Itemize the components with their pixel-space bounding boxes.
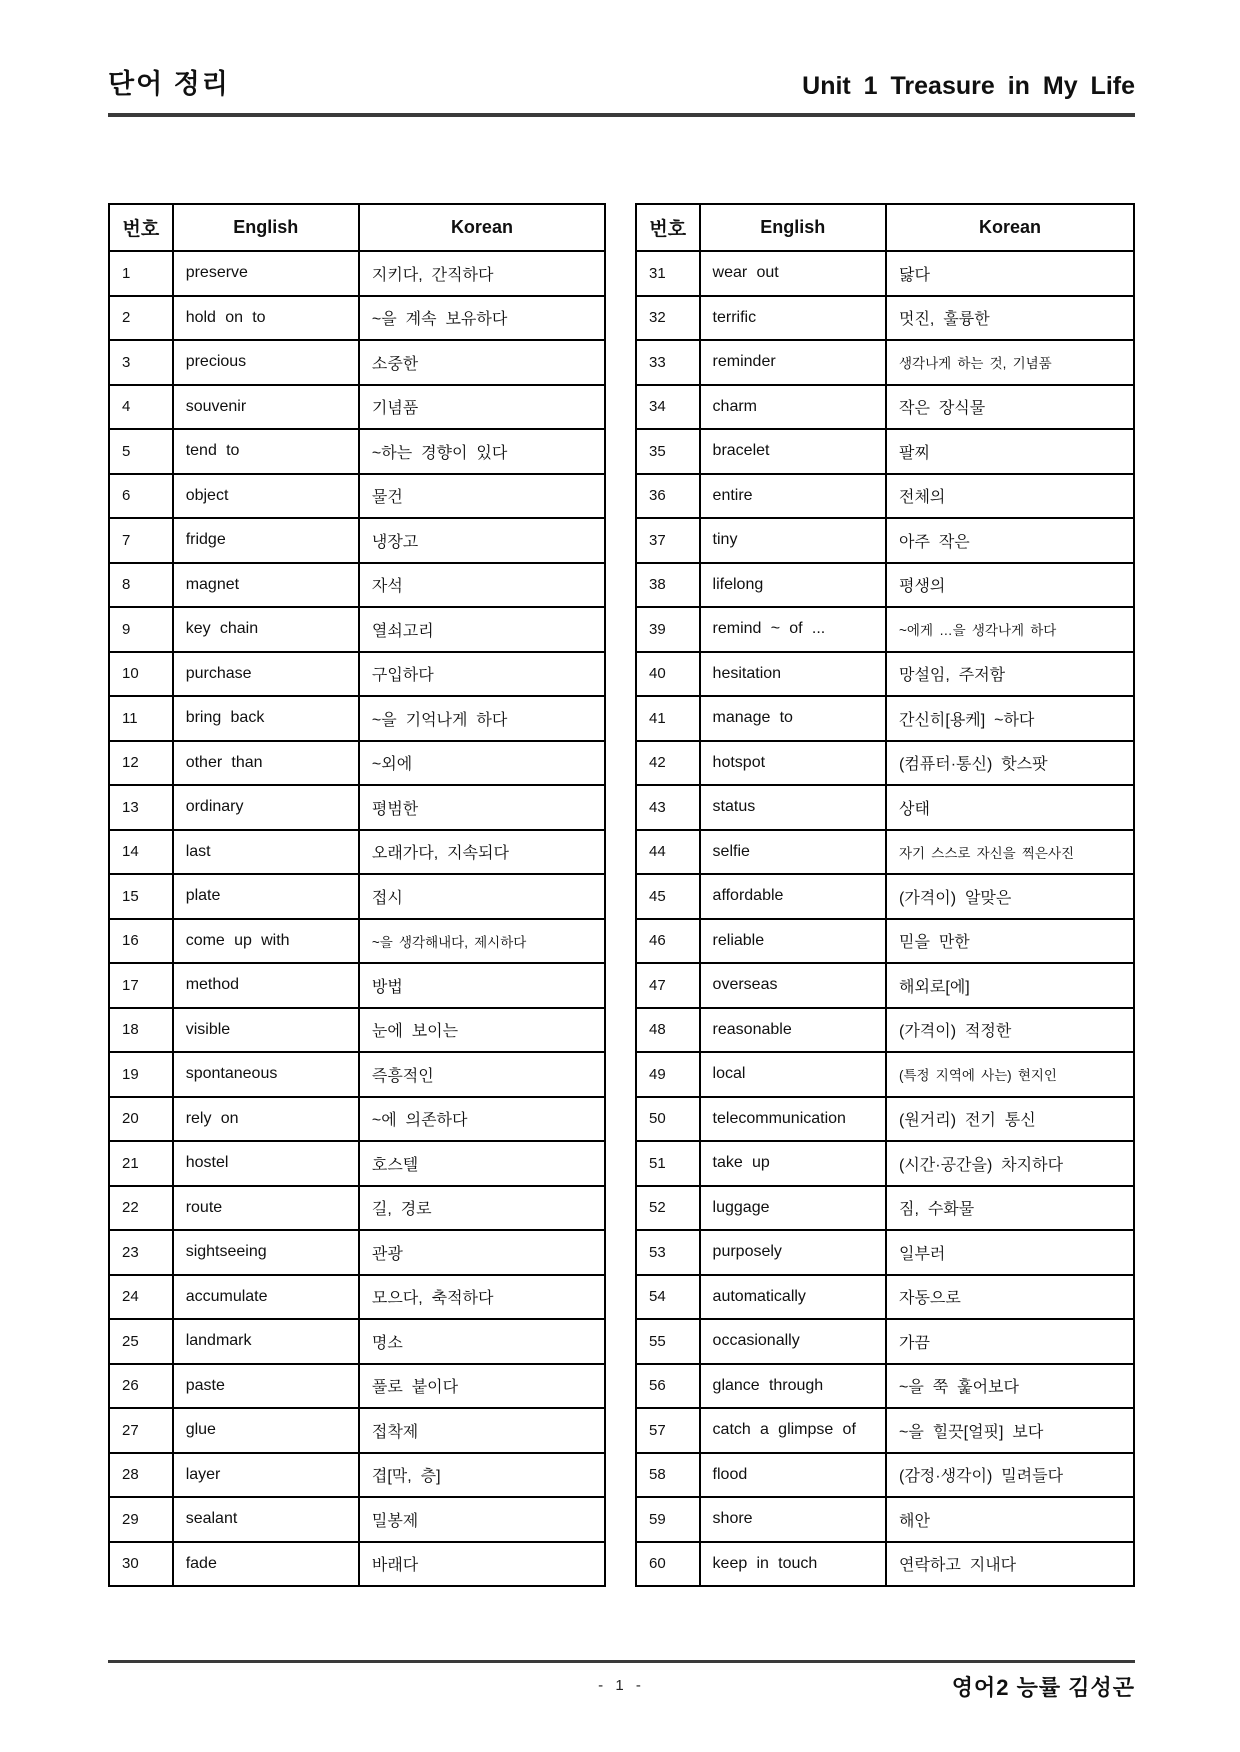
cell-number: 39: [636, 607, 700, 652]
cell-korean: 평생의: [886, 563, 1134, 608]
table-row: [109, 385, 605, 430]
table-row: [109, 652, 605, 697]
cell-korean: 멋진, 훌륭한: [886, 296, 1134, 341]
table-row: [109, 1319, 605, 1364]
table-row: [109, 1186, 605, 1231]
table-row: [636, 1097, 1134, 1142]
cell-english: manage to: [700, 696, 886, 741]
cell-number: 2: [109, 296, 173, 341]
cell-english: last: [173, 830, 359, 875]
cell-english: lifelong: [700, 563, 886, 608]
cell-korean: ~을 기억나게 하다: [359, 696, 605, 741]
table-row: [636, 1542, 1134, 1587]
cell-number: 4: [109, 385, 173, 430]
table-row: [636, 340, 1134, 385]
cell-number: 1: [109, 251, 173, 296]
cell-korean: (컴퓨터·통신) 핫스팟: [886, 741, 1134, 786]
table-row: [636, 429, 1134, 474]
vocab-tables-container: [108, 203, 1135, 1587]
table-row: [109, 429, 605, 474]
cell-number: 48: [636, 1008, 700, 1053]
table-row: [109, 518, 605, 563]
table-row: [636, 785, 1134, 830]
cell-korean: 일부러: [886, 1230, 1134, 1275]
cell-korean: 즉흥적인: [359, 1052, 605, 1097]
cell-english: affordable: [700, 874, 886, 919]
cell-korean: 구입하다: [359, 652, 605, 697]
cell-korean: 풀로 붙이다: [359, 1364, 605, 1409]
cell-korean: 소중한: [359, 340, 605, 385]
cell-korean: 생각나게 하는 것, 기념품: [886, 340, 1134, 385]
cell-number: 7: [109, 518, 173, 563]
cell-korean: 해안: [886, 1497, 1134, 1542]
table-row: [636, 1453, 1134, 1498]
cell-korean: 길, 경로: [359, 1186, 605, 1231]
cell-english: ordinary: [173, 785, 359, 830]
cell-number: 60: [636, 1542, 700, 1587]
cell-number: 40: [636, 652, 700, 697]
cell-korean: 아주 작은: [886, 518, 1134, 563]
cell-korean: 망설임, 주저함: [886, 652, 1134, 697]
cell-number: 5: [109, 429, 173, 474]
cell-number: 50: [636, 1097, 700, 1142]
table-row: [109, 296, 605, 341]
table-row: [636, 518, 1134, 563]
cell-number: 17: [109, 963, 173, 1008]
cell-korean: 해외로[에]: [886, 963, 1134, 1008]
cell-korean: 상태: [886, 785, 1134, 830]
cell-number: 12: [109, 741, 173, 786]
cell-korean: 열쇠고리: [359, 607, 605, 652]
cell-english: tend to: [173, 429, 359, 474]
table-row: [109, 340, 605, 385]
cell-korean: 관광: [359, 1230, 605, 1275]
cell-english: reasonable: [700, 1008, 886, 1053]
cell-english: reliable: [700, 919, 886, 964]
cell-number: 13: [109, 785, 173, 830]
cell-english: sightseeing: [173, 1230, 359, 1275]
table-body-right: [636, 251, 1134, 1586]
cell-english: hold on to: [173, 296, 359, 341]
cell-number: 44: [636, 830, 700, 875]
cell-number: 27: [109, 1408, 173, 1453]
table-row: [636, 1364, 1134, 1409]
cell-number: 42: [636, 741, 700, 786]
cell-english: preserve: [173, 251, 359, 296]
cell-korean: 전체의: [886, 474, 1134, 519]
col-header-korean: Korean: [886, 204, 1134, 251]
cell-korean: ~외에: [359, 741, 605, 786]
vocab-table-right: [635, 203, 1135, 1587]
table-row: [109, 251, 605, 296]
cell-number: 30: [109, 1542, 173, 1587]
cell-number: 9: [109, 607, 173, 652]
table-row: [109, 874, 605, 919]
cell-english: shore: [700, 1497, 886, 1542]
cell-english: glue: [173, 1408, 359, 1453]
cell-number: 28: [109, 1453, 173, 1498]
table-row: [109, 1141, 605, 1186]
cell-number: 33: [636, 340, 700, 385]
cell-number: 23: [109, 1230, 173, 1275]
cell-english: bring back: [173, 696, 359, 741]
cell-english: other than: [173, 741, 359, 786]
cell-english: precious: [173, 340, 359, 385]
cell-english: remind ~ of ...: [700, 607, 886, 652]
table-row: [109, 1275, 605, 1320]
table-row: [109, 696, 605, 741]
cell-number: 46: [636, 919, 700, 964]
cell-korean: 연락하고 지내다: [886, 1542, 1134, 1587]
footer-credit: 영어2 능률 김성곤: [951, 1675, 1135, 1700]
cell-korean: ~을 생각해내다, 제시하다: [359, 919, 605, 964]
cell-english: reminder: [700, 340, 886, 385]
table-row: [636, 607, 1134, 652]
cell-english: status: [700, 785, 886, 830]
cell-english: visible: [173, 1008, 359, 1053]
table-row: [636, 474, 1134, 519]
cell-korean: 팔찌: [886, 429, 1134, 474]
cell-english: take up: [700, 1141, 886, 1186]
table-row: [636, 296, 1134, 341]
table-row: [636, 874, 1134, 919]
table-row: [636, 1141, 1134, 1186]
cell-number: 22: [109, 1186, 173, 1231]
table-row: [636, 1275, 1134, 1320]
cell-korean: 물건: [359, 474, 605, 519]
cell-korean: 겹[막, 층]: [359, 1453, 605, 1498]
cell-english: local: [700, 1052, 886, 1097]
cell-korean: ~을 힐끗[얼핏] 보다: [886, 1408, 1134, 1453]
cell-korean: 냉장고: [359, 518, 605, 563]
table-row: [109, 1230, 605, 1275]
cell-english: layer: [173, 1453, 359, 1498]
cell-number: 14: [109, 830, 173, 875]
cell-english: method: [173, 963, 359, 1008]
cell-english: purchase: [173, 652, 359, 697]
cell-number: 59: [636, 1497, 700, 1542]
table-row: [636, 696, 1134, 741]
cell-number: 10: [109, 652, 173, 697]
unit-title: Unit 1 Treasure in My Life: [802, 72, 1135, 100]
cell-english: spontaneous: [173, 1052, 359, 1097]
cell-korean: 작은 장식물: [886, 385, 1134, 430]
table-row: [636, 563, 1134, 608]
table-row: [636, 919, 1134, 964]
cell-number: 49: [636, 1052, 700, 1097]
cell-english: occasionally: [700, 1319, 886, 1364]
table-row: [636, 1008, 1134, 1053]
cell-number: 37: [636, 518, 700, 563]
cell-korean: 지키다, 간직하다: [359, 251, 605, 296]
cell-number: 8: [109, 563, 173, 608]
document-footer: [108, 1660, 1135, 1707]
cell-english: hotspot: [700, 741, 886, 786]
cell-number: 56: [636, 1364, 700, 1409]
cell-number: 58: [636, 1453, 700, 1498]
cell-english: charm: [700, 385, 886, 430]
table-row: [636, 652, 1134, 697]
cell-korean: 믿을 만한: [886, 919, 1134, 964]
cell-english: key chain: [173, 607, 359, 652]
cell-korean: 밀봉제: [359, 1497, 605, 1542]
table-row: [636, 1186, 1134, 1231]
table-header-row: [109, 204, 605, 251]
table-row: [109, 1097, 605, 1142]
cell-number: 3: [109, 340, 173, 385]
cell-korean: 오래가다, 지속되다: [359, 830, 605, 875]
cell-english: catch a glimpse of: [700, 1408, 886, 1453]
table-header-row: [636, 204, 1134, 251]
cell-english: glance through: [700, 1364, 886, 1409]
cell-english: fridge: [173, 518, 359, 563]
cell-english: souvenir: [173, 385, 359, 430]
cell-korean: (가격이) 적정한: [886, 1008, 1134, 1053]
table-row: [636, 1408, 1134, 1453]
cell-korean: 간신히[용케] ~하다: [886, 696, 1134, 741]
cell-korean: ~에 의존하다: [359, 1097, 605, 1142]
cell-number: 24: [109, 1275, 173, 1320]
table-row: [109, 919, 605, 964]
page-title: 단어 정리: [108, 69, 230, 99]
table-body-left: [109, 251, 605, 1586]
cell-english: rely on: [173, 1097, 359, 1142]
table-row: [109, 1052, 605, 1097]
cell-number: 34: [636, 385, 700, 430]
cell-number: 51: [636, 1141, 700, 1186]
cell-english: accumulate: [173, 1275, 359, 1320]
table-row: [109, 963, 605, 1008]
table-row: [109, 474, 605, 519]
cell-number: 52: [636, 1186, 700, 1231]
cell-number: 6: [109, 474, 173, 519]
cell-number: 38: [636, 563, 700, 608]
cell-korean: ~에게 …을 생각나게 하다: [886, 607, 1134, 652]
table-row: [636, 1230, 1134, 1275]
cell-number: 54: [636, 1275, 700, 1320]
cell-korean: 짐, 수화물: [886, 1186, 1134, 1231]
table-row: [636, 1497, 1134, 1542]
cell-english: wear out: [700, 251, 886, 296]
cell-korean: (원거리) 전기 통신: [886, 1097, 1134, 1142]
cell-korean: 호스텔: [359, 1141, 605, 1186]
cell-english: entire: [700, 474, 886, 519]
cell-english: magnet: [173, 563, 359, 608]
cell-english: luggage: [700, 1186, 886, 1231]
cell-english: tiny: [700, 518, 886, 563]
table-row: [109, 785, 605, 830]
cell-korean: (감정·생각이) 밀려들다: [886, 1453, 1134, 1498]
cell-korean: 기념품: [359, 385, 605, 430]
cell-english: hostel: [173, 1141, 359, 1186]
page-number: - 1 -: [598, 1677, 645, 1694]
cell-korean: 접시: [359, 874, 605, 919]
table-row: [636, 741, 1134, 786]
document-header: [108, 62, 1135, 117]
cell-number: 35: [636, 429, 700, 474]
cell-korean: 자석: [359, 563, 605, 608]
cell-number: 41: [636, 696, 700, 741]
cell-number: 16: [109, 919, 173, 964]
cell-number: 55: [636, 1319, 700, 1364]
cell-english: overseas: [700, 963, 886, 1008]
cell-korean: 명소: [359, 1319, 605, 1364]
cell-english: flood: [700, 1453, 886, 1498]
col-header-english: English: [173, 204, 359, 251]
cell-korean: ~하는 경향이 있다: [359, 429, 605, 474]
cell-number: 57: [636, 1408, 700, 1453]
cell-english: bracelet: [700, 429, 886, 474]
cell-korean: 가끔: [886, 1319, 1134, 1364]
cell-korean: 닳다: [886, 251, 1134, 296]
cell-english: automatically: [700, 1275, 886, 1320]
cell-english: sealant: [173, 1497, 359, 1542]
cell-english: paste: [173, 1364, 359, 1409]
cell-number: 19: [109, 1052, 173, 1097]
cell-english: come up with: [173, 919, 359, 964]
cell-number: 47: [636, 963, 700, 1008]
table-row: [109, 607, 605, 652]
cell-korean: 평범한: [359, 785, 605, 830]
col-header-english: English: [700, 204, 886, 251]
cell-english: purposely: [700, 1230, 886, 1275]
table-row: [636, 963, 1134, 1008]
cell-number: 25: [109, 1319, 173, 1364]
cell-korean: 자동으로: [886, 1275, 1134, 1320]
table-row: [636, 1052, 1134, 1097]
table-row: [636, 1319, 1134, 1364]
table-row: [109, 741, 605, 786]
cell-number: 29: [109, 1497, 173, 1542]
cell-korean: ~을 계속 보유하다: [359, 296, 605, 341]
table-row: [109, 1497, 605, 1542]
cell-korean: ~을 쭉 훑어보다: [886, 1364, 1134, 1409]
cell-number: 45: [636, 874, 700, 919]
table-row: [109, 1008, 605, 1053]
cell-korean: 모으다, 축적하다: [359, 1275, 605, 1320]
cell-english: route: [173, 1186, 359, 1231]
cell-korean: (가격이) 알맞은: [886, 874, 1134, 919]
table-row: [109, 1542, 605, 1587]
cell-korean: 자기 스스로 자신을 찍은사진: [886, 830, 1134, 875]
cell-number: 43: [636, 785, 700, 830]
table-row: [636, 830, 1134, 875]
cell-english: landmark: [173, 1319, 359, 1364]
table-row: [109, 1453, 605, 1498]
cell-number: 31: [636, 251, 700, 296]
cell-number: 20: [109, 1097, 173, 1142]
table-row: [109, 563, 605, 608]
cell-korean: 바래다: [359, 1542, 605, 1587]
cell-korean: (특정 지역에 사는) 현지인: [886, 1052, 1134, 1097]
cell-korean: 접착제: [359, 1408, 605, 1453]
cell-korean: 방법: [359, 963, 605, 1008]
cell-english: fade: [173, 1542, 359, 1587]
cell-english: plate: [173, 874, 359, 919]
cell-number: 36: [636, 474, 700, 519]
cell-english: hesitation: [700, 652, 886, 697]
cell-english: keep in touch: [700, 1542, 886, 1587]
col-header-korean: Korean: [359, 204, 605, 251]
cell-number: 15: [109, 874, 173, 919]
table-row: [109, 1364, 605, 1409]
col-header-number: 번호: [109, 204, 173, 251]
cell-english: telecommunication: [700, 1097, 886, 1142]
col-header-number: 번호: [636, 204, 700, 251]
table-row: [109, 830, 605, 875]
cell-korean: 눈에 보이는: [359, 1008, 605, 1053]
cell-number: 18: [109, 1008, 173, 1053]
cell-english: object: [173, 474, 359, 519]
cell-korean: (시간·공간을) 차지하다: [886, 1141, 1134, 1186]
cell-number: 26: [109, 1364, 173, 1409]
cell-number: 32: [636, 296, 700, 341]
table-row: [109, 1408, 605, 1453]
cell-english: terrific: [700, 296, 886, 341]
cell-number: 21: [109, 1141, 173, 1186]
cell-number: 11: [109, 696, 173, 741]
table-row: [636, 385, 1134, 430]
vocab-table-left: [108, 203, 606, 1587]
cell-number: 53: [636, 1230, 700, 1275]
table-row: [636, 251, 1134, 296]
cell-english: selfie: [700, 830, 886, 875]
